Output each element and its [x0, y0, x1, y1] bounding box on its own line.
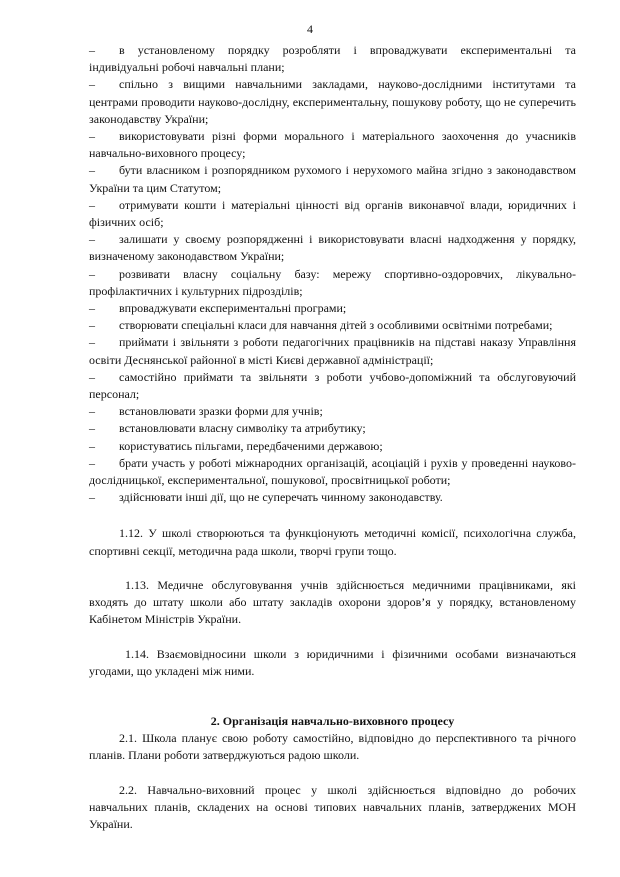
list-item: – використовувати різні форми морального і матеріального заохочення до учасників навчально-виховного процесу;	[89, 129, 576, 161]
list-dash: –	[89, 455, 95, 470]
list-item: – користуватись пільгами, передбаченими державою;	[89, 438, 576, 455]
paragraph-2-1: 2.1. Школа планує свою роботу самостійно, відповідно до перспективного та річного планів. Плани роботи затверджуються радою школи.	[89, 731, 576, 763]
list-dash: –	[89, 232, 95, 247]
list-dash: –	[89, 421, 95, 436]
list-dash: –	[89, 490, 95, 505]
list-item: – бути власником і розпорядником рухомого і нерухомого майна згідно з законодавством України та цим Статутом;	[89, 163, 576, 195]
list-dash: –	[89, 163, 95, 178]
page-number: 4	[307, 22, 313, 36]
list-item: – здійснювати інші дії, що не суперечать чинному законодавству.	[89, 489, 576, 506]
document-body	[89, 42, 576, 833]
list-item: – встановлювати власну символіку та атрибутику;	[89, 420, 576, 437]
list-dash: –	[89, 77, 95, 92]
list-item: – впроваджувати експериментальні програми;	[89, 300, 576, 317]
list-dash: –	[89, 335, 95, 350]
list-dash: –	[89, 318, 95, 333]
list-item: – в установленому порядку розробляти і впроваджувати експериментальні та індивідуальні робочі навчальні плани;	[89, 43, 576, 75]
list-dash: –	[89, 301, 95, 316]
list-dash: –	[89, 266, 95, 281]
list-dash: –	[89, 438, 95, 453]
list-item: – приймати і звільняти з роботи педагогічних працівників на підставі наказу Управління освіти Деснянської районної в місті Києві державної адміністрації;	[89, 335, 576, 367]
paragraph-1-13: 1.13. Медичне обслуговування учнів здійснюється медичними працівниками, які входять до штату школи або штату закладів охорони здоров’я у порядку, встановленому Кабінетом Міністрів України.	[89, 577, 576, 627]
rights-list	[89, 42, 576, 506]
list-dash: –	[89, 369, 95, 384]
list-item: – створювати спеціальні класи для навчання дітей з особливими освітніми потребами;	[89, 317, 576, 334]
paragraph-2-2: 2.2. Навчально-виховний процес у школі здійснюється відповідно до робочих навчальних планів, складених на основі типових навчальних планів, затверджених МОН України.	[89, 782, 576, 831]
list-item: – спільно з вищими навчальними закладами, науково-дослідними інститутами та центрами проводити науково-дослідну, експериментальну, пошукову роботу, що не суперечить законодавству України;	[89, 77, 576, 126]
section-2-heading: 2. Організація навчально-виховного процесу	[210, 713, 455, 728]
list-item: – брати участь у роботі міжнародних організацій, асоціацій і рухів у проведенні науково-дослідницької, експериментальної, пошукової, просвітницької роботи;	[89, 455, 576, 488]
list-dash: –	[89, 129, 95, 144]
list-dash: –	[89, 197, 95, 212]
list-item: – розвивати власну соціальну базу: мережу спортивно-оздоровчих, лікувально-профілактичних і культурних підрозділів;	[89, 266, 576, 298]
list-dash: –	[89, 404, 95, 419]
paragraph-1-14: 1.14. Взаємовідносини школи з юридичними і фізичними особами визначаються угодами, що укладені між ними.	[89, 646, 576, 678]
list-item: – самостійно приймати та звільняти з роботи учбово-допоміжний та обслуговуючий персонал;	[89, 369, 576, 402]
paragraph-1-12: 1.12. У школі створюються та функціонують методичні комісії, психологічна служба, спортивні секції, методична рада школи, творчі групи тощо.	[89, 526, 576, 558]
list-item: – встановлювати зразки форми для учнів;	[89, 403, 576, 420]
list-item: – залишати у своєму розпорядженні і використовувати власні надходження у порядку, визначеному законодавством України;	[89, 232, 576, 264]
list-item: – отримувати кошти і матеріальні цінності від органів виконавчої влади, юридичних і фізичних осіб;	[89, 197, 576, 230]
list-dash: –	[89, 43, 95, 57]
